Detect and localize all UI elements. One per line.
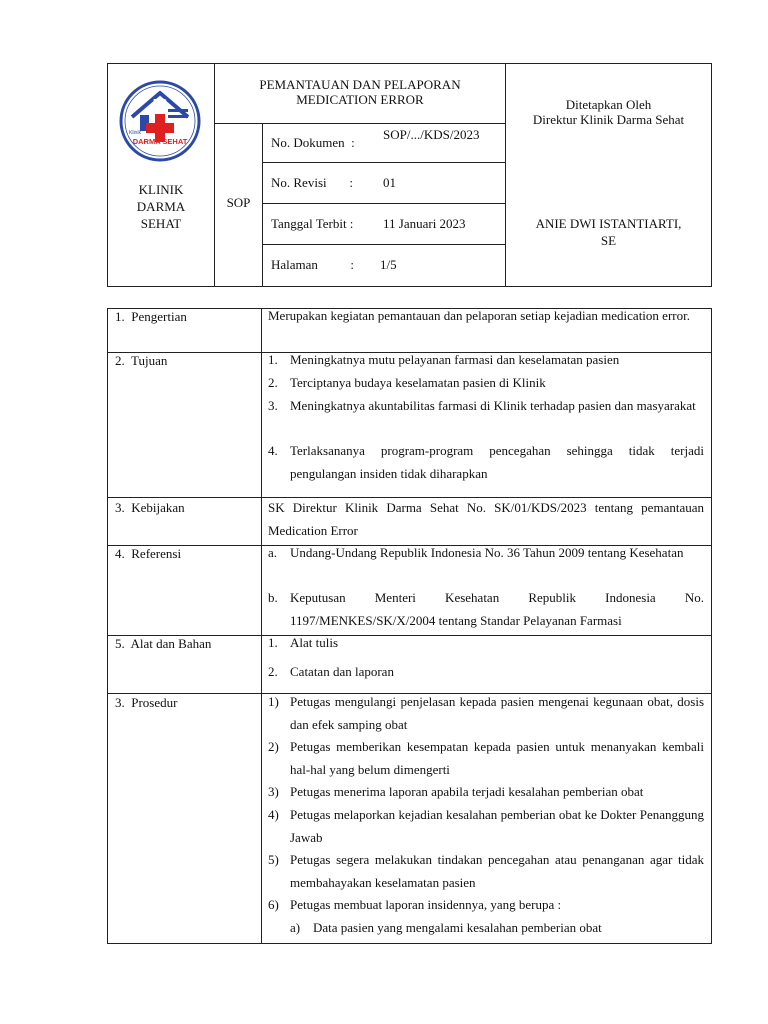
document-title-line-2: MEDICATION ERROR	[296, 92, 424, 107]
field-halaman-label: Halaman :	[271, 257, 355, 272]
field-no-revisi-label: No. Revisi :	[271, 175, 353, 190]
list-item-number: 4.	[268, 443, 278, 458]
list-item: Terciptanya budaya keselamatan pasien di Klinik	[290, 375, 546, 390]
approval-line-2: Direktur Klinik Darma Sehat	[532, 112, 685, 127]
section-alat-label: 5. Alat dan Bahan	[115, 636, 212, 651]
clinic-name	[108, 181, 214, 232]
document-title-line-1: PEMANTAUAN DAN PELAPORAN	[259, 77, 461, 92]
signatory-name	[506, 215, 711, 249]
list-item: Petugas membuat laporan insidennya, yang berupa :	[290, 897, 562, 912]
list-item-number: 6)	[268, 897, 279, 912]
list-item-number: 1.	[268, 635, 278, 650]
list-item-number: 2)	[268, 739, 279, 754]
list-item-number: 2.	[268, 375, 278, 390]
logo-tiny-text: Klinik	[129, 130, 141, 136]
list-item-number: a.	[268, 545, 278, 560]
list-item: Petugas memberikan kesempatan kepada pasien untuk menanyakan kembali hal-hal yang belum dimengerti	[290, 739, 704, 777]
approval-block	[506, 97, 711, 127]
section-referensi-label: 4. Referensi	[115, 546, 182, 561]
field-tanggal-terbit-value: 11 Januari 2023	[383, 216, 466, 231]
field-no-dokumen-label: No. Dokumen :	[271, 135, 355, 150]
list-item-number: 1)	[268, 694, 279, 709]
list-item: Catatan dan laporan	[290, 664, 394, 679]
sublist-item-number: a)	[290, 920, 301, 935]
signatory-line-2: SE	[600, 233, 617, 248]
list-item: Petugas menerima laporan apabila terjadi kesalahan pemberian obat	[290, 784, 644, 799]
sop-label: SOP	[226, 195, 251, 210]
list-item: Meningkatnya akuntabilitas farmasi di Klinik terhadap pasien dan masyarakat	[290, 398, 696, 413]
sublist-item: Data pasien yang mengalami kesalahan pemberian obat	[313, 920, 602, 935]
section-prosedur-label: 3. Prosedur	[115, 695, 178, 710]
list-item: Petugas segera melakukan tindakan pencegahan atau penanganan agar tidak membahayakan keselamatan pasien	[290, 852, 704, 890]
list-item: Petugas mengulangi penjelasan kepada pasien mengenai kegunaan obat, dosis dan efek samping obat	[290, 694, 704, 732]
clinic-logo	[118, 79, 202, 163]
approval-line-1: Ditetapkan Oleh	[565, 97, 652, 112]
list-item: Undang-Undang Republik Indonesia No. 36 Tahun 2009 tentang Kesehatan	[290, 545, 684, 560]
list-item-number: 3.	[268, 398, 278, 413]
list-item: Petugas melaporkan kejadian kesalahan pemberian obat ke Dokter Penanggung Jawab	[290, 807, 704, 845]
list-item: Terlaksananya program-program pencegahan sehingga tidak terjadi pengulangan insiden tidak diharapkan	[290, 443, 704, 481]
field-no-dokumen-value: SOP/.../KDS/2023	[383, 127, 480, 142]
field-no-revisi-value: 01	[383, 175, 396, 190]
document-title	[215, 77, 505, 107]
clinic-name-line-1: KLINIK	[138, 182, 184, 197]
list-item-number: 3)	[268, 784, 279, 799]
signatory-line-1: ANIE DWI ISTANTIARTI,	[535, 216, 682, 231]
section-kebijakan-label: 3. Kebijakan	[115, 500, 185, 515]
list-item: Meningkatnya mutu pelayanan farmasi dan keselamatan pasien	[290, 352, 620, 367]
clinic-logo-icon	[118, 79, 202, 163]
logo-initials: DS	[153, 98, 167, 109]
section-tujuan-label: 2. Tujuan	[115, 353, 168, 368]
clinic-name-line-3: SEHAT	[140, 216, 182, 231]
list-item: Alat tulis	[290, 635, 339, 650]
list-item: Keputusan Menteri Kesehatan Republik Indonesia No. 1197/MENKES/SK/X/2004 tentang Standar Pelayanan Farmasi	[290, 590, 704, 628]
list-item-number: 5)	[268, 852, 279, 867]
clinic-name-line-2: DARMA	[136, 199, 186, 214]
section-pengertian-label: 1. Pengertian	[115, 309, 187, 324]
logo-brand: DARMA SEHAT	[132, 137, 188, 146]
list-item-number: 1.	[268, 352, 278, 367]
list-item-number: b.	[268, 590, 278, 605]
list-item-number: 4)	[268, 807, 279, 822]
list-item-number: 2.	[268, 664, 278, 679]
section-kebijakan-text: SK Direktur Klinik Darma Sehat No. SK/01/KDS/2023 tentang pemantauan Medication Error	[268, 500, 704, 538]
section-pengertian-text: Merupakan kegiatan pemantauan dan pelaporan setiap kejadian medication error.	[268, 308, 690, 323]
field-tanggal-terbit-label: Tanggal Terbit :	[271, 216, 354, 231]
field-halaman-value: 1/5	[380, 257, 397, 272]
